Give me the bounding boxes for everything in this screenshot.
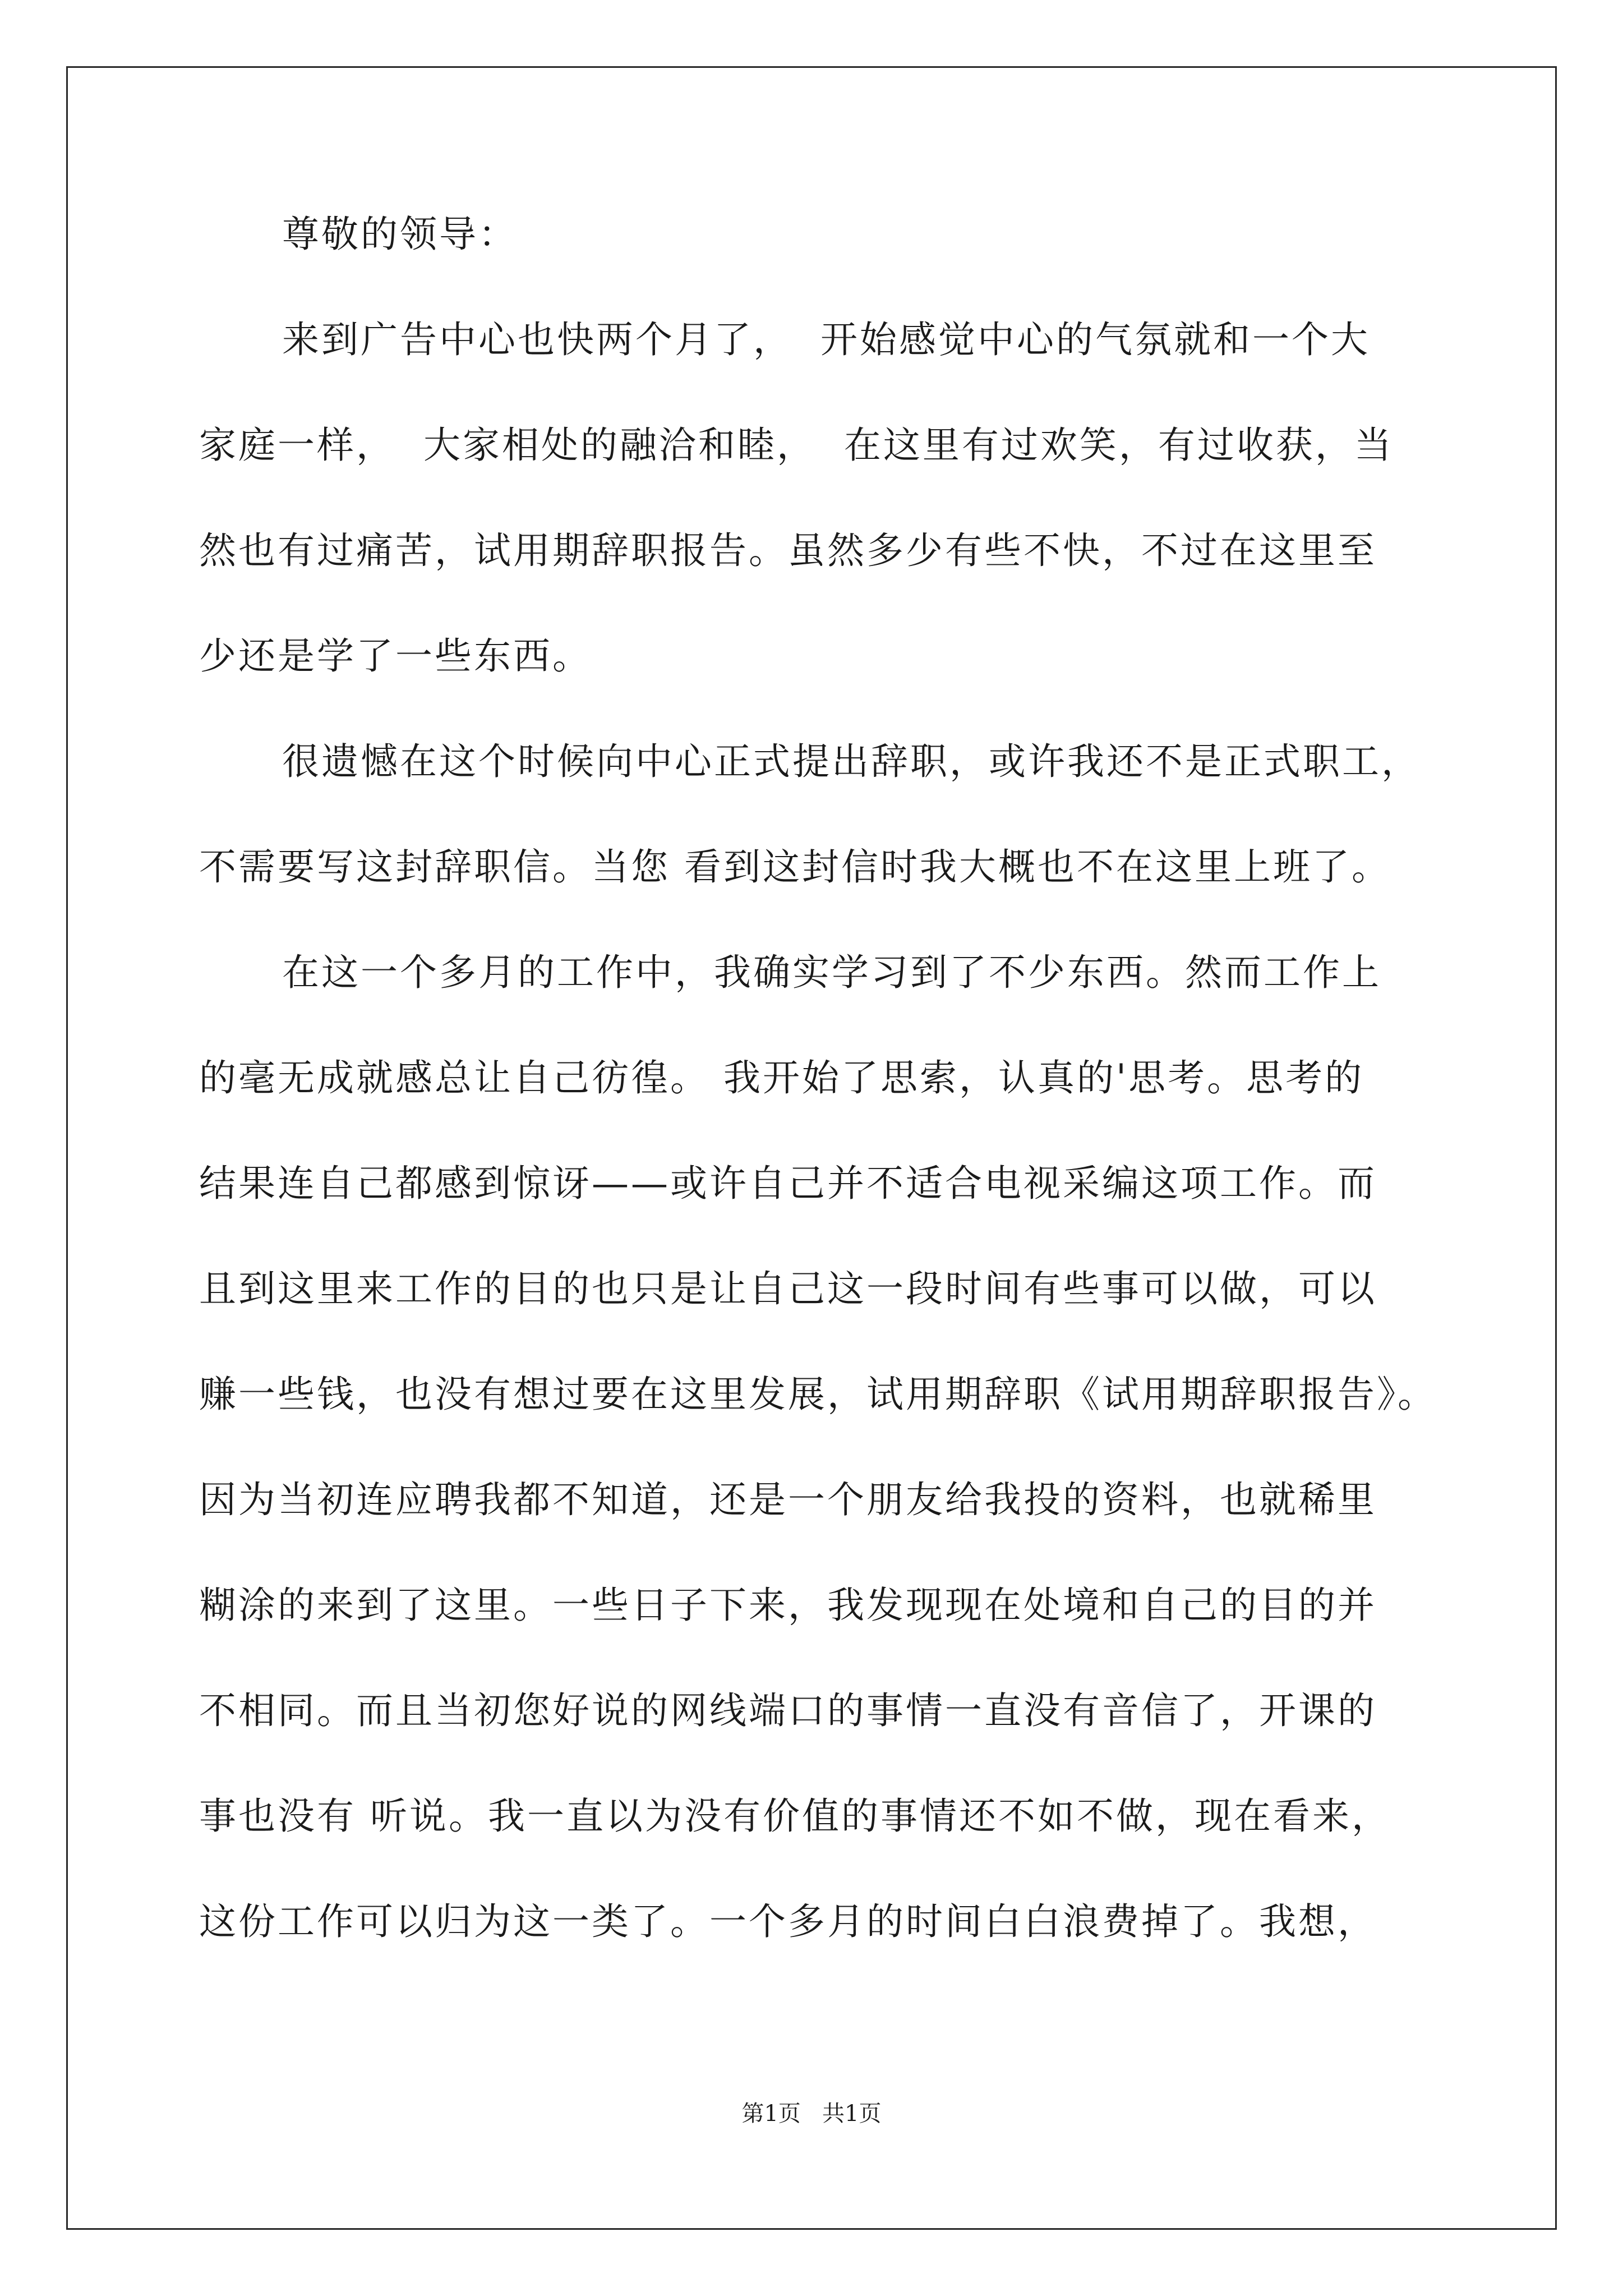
text-line: 糊涂的来到了这里。一些日子下来，我发现现在处境和自己的目的并 [199,1584,1377,1627]
text-line: 且到这里来工作的目的也只是让自己这一段时间有些事可以做，可以 [199,1267,1377,1310]
text-line: 赚一些钱，也没有想过要在这里发展，试用期辞职《试用期辞职报告》。 [199,1373,1437,1416]
page-number: 第1页 共1页 [741,2101,882,2127]
page-footer [0,2102,1623,2125]
text-line: 这份工作可以归为这一类了。一个多月的时间白白浪费掉了。我想， [199,1900,1377,1943]
text-line: 因为当初连应聘我都不知道，还是一个朋友给我投的资料，也就稀里 [199,1478,1377,1521]
text-line: 结果连自己都感到惊讶——或许自己并不适合电视采编这项工作。而 [199,1162,1377,1205]
text-line: 很遗憾在这个时候向中心正式提出辞职，或许我还不是正式职工， [282,740,1421,783]
text-line: 的毫无成就感总让自己彷徨。 我开始了思索，认真的'思考。思考的 [199,1056,1364,1099]
text-line: 尊敬的领导： [282,213,518,256]
text-line: 少还是学了一些东西。 [199,634,592,678]
text-line: 在这一个多月的工作中，我确实学习到了不少东西。然而工作上 [282,951,1381,994]
text-line: 来到广告中心也快两个月了， 开始感觉中心的气氛就和一个大 [282,318,1370,361]
text-line: 然也有过痛苦，试用期辞职报告。虽然多少有些不快，不过在这里至 [199,529,1377,572]
text-line: 家庭一样， 大家相处的融洽和睦， 在这里有过欢笑，有过收获，当 [199,424,1394,467]
document-body [199,213,1444,2009]
text-line: 不相同。而且当初您好说的网线端口的事情一直没有音信了，开课的 [199,1689,1377,1732]
text-line: 事也没有 听说。我一直以为没有价值的事情还不如不做，现在看来， [199,1795,1391,1838]
text-line: 不需要写这封辞职信。当您 看到这封信时我大概也不在这里上班了。 [199,845,1391,889]
